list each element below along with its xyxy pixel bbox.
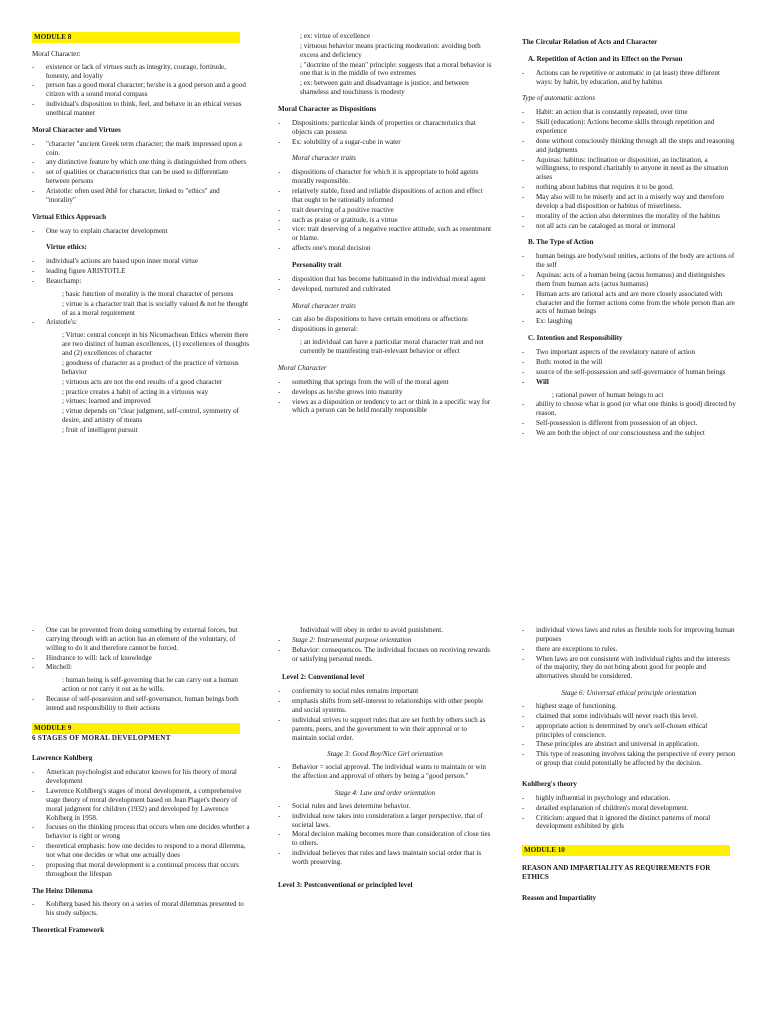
list-item: - individual's disposition to think, feel, and behave in an ethical versus unethical manner [32,100,250,118]
moral-traits-list [278,168,492,253]
list-item: - Mitchell: [32,663,250,672]
list-item: - Behavior = social approval. The individual wants to maintain or win the affection and approval of others by being a "good person." [278,763,492,781]
list-item: - develops as he/she grows into maturity [278,388,492,397]
indented-note: ; ex: virtue of excellence [300,32,371,40]
list-item: - American psychologist and educator known for his theory of moral development [32,768,250,786]
indented-note: ; practice creates a habit of acting in a virtuous way [62,387,209,396]
indented-note: ; an individual can have a particular moral character trait and not currently be manifesting trait-relevant behavior or effect [300,338,484,356]
list-item: - Aquinas: habitus: inclination or disposition, an inclination, a willingness, to respond charitably to anyone in need as the situation arises [522,156,736,183]
module-9-title: 6 STAGES OF MORAL DEVELOPMENT [32,733,171,742]
automatic-actions-list [522,108,736,230]
indented-note: Individual will obey in order to avoid punishment. [300,626,444,634]
stage-6-list [522,702,736,768]
indented-note: ; fruit of intelligent pursuit [62,425,138,434]
list-item: - May also will to be miserly and act in a miserly way and therefore develop a bad disposition or habitus of miserliness. [522,193,736,211]
list-item: - highest stage of functioning. [522,702,736,711]
list-item: - highly influential in psychology and education. [522,794,736,803]
list-item: - emphasis shifts from self-interest to relationships with other people and social systems. [278,697,492,715]
list-item: - done without consciously thinking through all the steps and reasoning and judgments [522,137,736,155]
kohlberg-list [32,768,250,878]
list-item: - views as a disposition or tendency to act or think in a specific way for which a person can be held morally responsible [278,398,492,416]
list-item: - affects one's moral decision [278,244,492,253]
section-heading: The Circular Relation of Acts and Character [522,38,658,46]
section-heading: Virtue ethics: [46,243,87,252]
level-2-list [278,687,492,742]
module-10-heading: MODULE 10 [522,845,730,856]
list-item: - claimed that some individuals will never reach this level. [522,712,736,721]
indented-note: ; basic function of morality is the moral character of persons [62,289,234,298]
subheading: Stage 6: Universal ethical principle orientation [561,689,697,698]
column-1-bottom [32,626,250,1024]
list-item: - source of the self-possession and self-governance of human beings [522,368,736,377]
list-item: - such as praise or gratitude, is a virtue [278,216,492,225]
list-item: - Aristotle's: [32,318,250,327]
stage-4-list [278,802,492,867]
list-item: - Habit: an action that is constantly repeated, over time [522,108,736,117]
indented-note: ; rational power of human beings to act [552,390,664,399]
column-2-top [278,32,492,572]
self-possession-list [32,695,250,713]
section-heading: C. Intention and Responsibility [528,334,623,343]
section-heading: Kohlberg's theory [522,780,577,789]
subheading: Moral character traits [292,301,356,310]
virtue-ethics-list [32,257,250,286]
indented-note: ; virtue depends on "clear judgment, self-control, symmetry of desire, and artistry of means [62,407,240,425]
stage-5-list [522,626,736,681]
personality-trait-list [278,275,492,294]
stage-3-list [278,763,492,781]
list-item: - individual strives to support rules that are set forth by others such as parents, peers, and the government to win their approval or to maintain social order. [278,716,492,743]
module-9-heading: MODULE 9 [32,723,240,734]
module-10-title: REASON AND IMPARTIALITY AS REQUIREMENTS FOR ETHICS [522,864,711,882]
indented-note: ; virtuous acts are not the end results of a good character [62,377,223,386]
list-item: - Ex: solubility of a sugar-cube in water [278,138,492,147]
subheading: Stage 3: Good Boy/Nice Girl orientation [327,750,443,759]
section-heading: Virtual Ethics Approach [32,212,107,221]
list-item: - When laws are not consistent with individual rights and the interests of the majority, they do not bring about good for people and alternatives should be considered. [522,655,736,682]
list-item: - Will [522,378,736,387]
list-item: - Dispositions: particular kinds of properties or characteristics that objects can possess [278,119,492,137]
list-item: - Aquinas: acts of a human being (actus homanus) and distinguishes them from human acts (actus humanus) [522,271,736,289]
subheading: Moral character traits [292,154,356,163]
heinz-list [32,900,250,918]
type-of-action-list [522,252,736,326]
kohlberg-theory-list [522,794,736,831]
list-item: - nothing about habitus that requires it to be good. [522,183,736,192]
list-item: - individual's actions are based upon inner moral virtue [32,257,250,266]
indented-note: ; virtuous behavior means practicing moderation: avoiding both excess and deficiency [300,41,481,59]
list-item: - trait deserving of a positive reactive [278,206,492,215]
list-item: - This type of reasoning involves taking the perspective of every person or group that could potentially be affected by the decision. [522,750,736,768]
section-heading: Personality trait [292,261,342,270]
list-item: - Ex: laughing [522,317,736,326]
list-item: - person has a good moral character; he/she is a good person and a good citizen with a sound moral compass [32,81,250,99]
list-item: - conformity to social rules remains important [278,687,492,696]
list-item: - focuses on the thinking process that occurs when one decides whether a behavior is right or wrong [32,823,250,841]
list-item: - existence or lack of virtues such as integrity, courage, fortitude, honesty, and loyalty [32,63,250,81]
list-item: - morality of the action also determines the morality of the habitus [522,212,736,221]
list-item: - Both: rooted in the will [522,358,736,367]
list-item: - not all acts can be cataloged as moral or immoral [522,222,736,231]
section-heading: Moral Character as Dispositions [278,105,377,114]
column-3-top [522,32,736,572]
list-item: - Lawrence Kohlberg's stages of moral development, a comprehensive stage theory of moral development based on Jean Piaget's theory of moral judgment for children (1932) and developed by Lawrence Kohlberg in 1958. [32,787,250,822]
list-item: - One way to explain character development [32,227,250,236]
list-item: - ability to choose what is good (or what one thinks is good) directed by reason. [522,400,736,418]
indented-note: ; Virtue: central concept in his Nicomachean Ethics wherein there are two distinct of human excellences, (1) excellences of thoughts and (2) excellences of character [62,331,250,358]
section-label: Moral Character: [32,49,81,58]
indented-note: ; "doctrine of the mean" principle: suggests that a moral behavior is one that is in the middle of two extremes [300,60,492,78]
section-heading: A. Repetition of Action and its Effect on the Person [528,54,683,63]
list-item: - Two important aspects of the revelatory nature of action [522,348,736,357]
list-item: - Behavior: consequences. The individual focuses on receiving rewards or satisfying personal needs. [278,646,492,664]
section-heading: B. The Type of Action [528,238,594,247]
list-item: - dispositions of character for which it is appropriate to hold agents morally responsible. [278,168,492,186]
list-item: - These principles are abstract and universal in application. [522,740,736,749]
list-item: - individual now takes into consideration a larger perspective, that of societal laws. [278,812,492,830]
list-item: - proposing that moral development is a continual process that occurs throughout the lifespan [32,861,250,879]
moral-character-list [32,63,250,118]
list-item: - appropriate action is determined by one's self-chosen ethical principles of conscience. [522,722,736,740]
dispositions-list [278,119,492,147]
column-1-top [32,32,250,572]
intention-list [522,348,736,386]
module-8-heading: MODULE 8 [32,32,240,43]
subheading: Stage 4: Law and order orientation [334,789,436,798]
section-heading: Theoretical Framework [32,926,105,935]
indented-note: ; virtues: learned and improved [62,397,151,406]
list-item: - set of qualities or characteristics that can be used to differentiate between persons [32,168,250,186]
list-item: - Criticism: argued that it ignored the distinct patterns of moral development exhibited by girls [522,814,736,832]
column-3-bottom [522,626,736,1024]
list-item: - individual believes that rules and laws maintain social order that is worth preserving. [278,849,492,867]
section-heading: Moral Character and Virtues [32,125,121,134]
list-item: - Moral decision making becomes more than consideration of close ties to others. [278,830,492,848]
moral-character-list-2 [278,378,492,415]
virtual-ethics-list [32,227,250,236]
repetition-list [522,69,736,87]
list-item: - leading figure ARISTOTLE [32,267,250,276]
section-heading: Level 3: Postconventional or principled level [278,880,413,889]
list-item: - Human acts are rational acts and are more closely associated with character and the former actions come from the whole person than are acts of human beings [522,290,736,317]
list-item: - Aristotle: often used êthê for character, linked to "ethics" and "morality" [32,187,250,205]
list-item: - detailed explanation of children's moral development. [522,804,736,813]
list-item: - human beings are body/soul unities, actions of the body are actions of the self [522,252,736,270]
list-item: - Hindrance to will: lack of knowledge [32,654,250,663]
list-item: - relatively stable, fixed and reliable dispositions of action and effect that ought to be rationally informed [278,187,492,205]
stage-2-list [278,636,492,664]
indented-note: ; ex: between gain and disadvantage is justice, and between shameless and touchiness is modesty [300,79,469,97]
indented-note: ; virtue is a character trait that is socially valued & not be thought of as a moral requirement [62,299,249,317]
indented-note: ; goodness of character as a product of the practice of virtuous behavior [62,358,239,376]
character-virtues-list [32,140,250,205]
list-item: - disposition that has become habituated in the individual moral agent [278,275,492,284]
section-heading: Level 2: Conventional level [282,673,365,682]
list-item: - "character "ancient Greek term character; the mark impressed upon a coin. [32,140,250,158]
list-item: - Kohlberg based his theory on a series of moral dilemmas presented to his study subjects. [32,900,250,918]
list-item: - there are exceptions to rules. [522,645,736,654]
will-list [32,626,250,672]
list-item: - Because of self-possession and self-governance, human beings both intend and responsibility to their actions [32,695,250,713]
section-heading: The Heinz Dilemma [32,886,93,895]
list-item: - dispositions in general: [278,325,492,334]
list-item: - any distinctive feature by which one thing is distinguished from others [32,158,250,167]
list-item: - developed, nurtured and cultivated [278,285,492,294]
column-2-bottom [278,626,492,1024]
moral-traits-list-2 [278,315,492,334]
list-item: - theoretical emphasis: how one decides to respond to a moral dilemma, not what one decides or what one actually does [32,842,250,860]
list-item: - Social rules and laws determine behavior. [278,802,492,811]
list-item: - Self-possession is different from possession of an object. [522,419,736,428]
indented-note: : human being is self-governing that he can carry out a human action or not carry it out as he wills. [62,676,238,694]
aristotle-list [32,318,250,327]
section-heading: Reason and Impartiality [522,893,597,902]
section-heading: Lawrence Kohlberg [32,754,93,763]
list-item: - We are both the object of our consciousness and the subject [522,429,736,438]
list-item: - Beauchamp: [32,277,250,286]
list-item: - Skill (education): Actions become skills through repetition and experience [522,118,736,136]
list-item: - Actions can be repetitive or automatic in (at least) three different ways: by habit, by education, and by habitus [522,69,736,87]
list-item: - One can be prevented from doing something by external forces, but carrying through with an action has an element of the voluntary, of willing to do it and therefore cannot be forced. [32,626,250,653]
subheading: Moral Character [278,363,327,372]
subheading: Type of automatic actions [522,94,595,103]
intention-list-2 [522,400,736,437]
list-item: - can also be dispositions to have certain emotions or affections [278,315,492,324]
list-item: - individual views laws and rules as flexible tools for improving human purposes [522,626,736,644]
list-item: - something that springs from the will of the moral agent [278,378,492,387]
list-item: - vice: trait deserving of a negative reactive attitude, such as resentment or blame. [278,225,492,243]
list-item: - Stage 2: Instrumental purpose orientation [278,636,492,645]
